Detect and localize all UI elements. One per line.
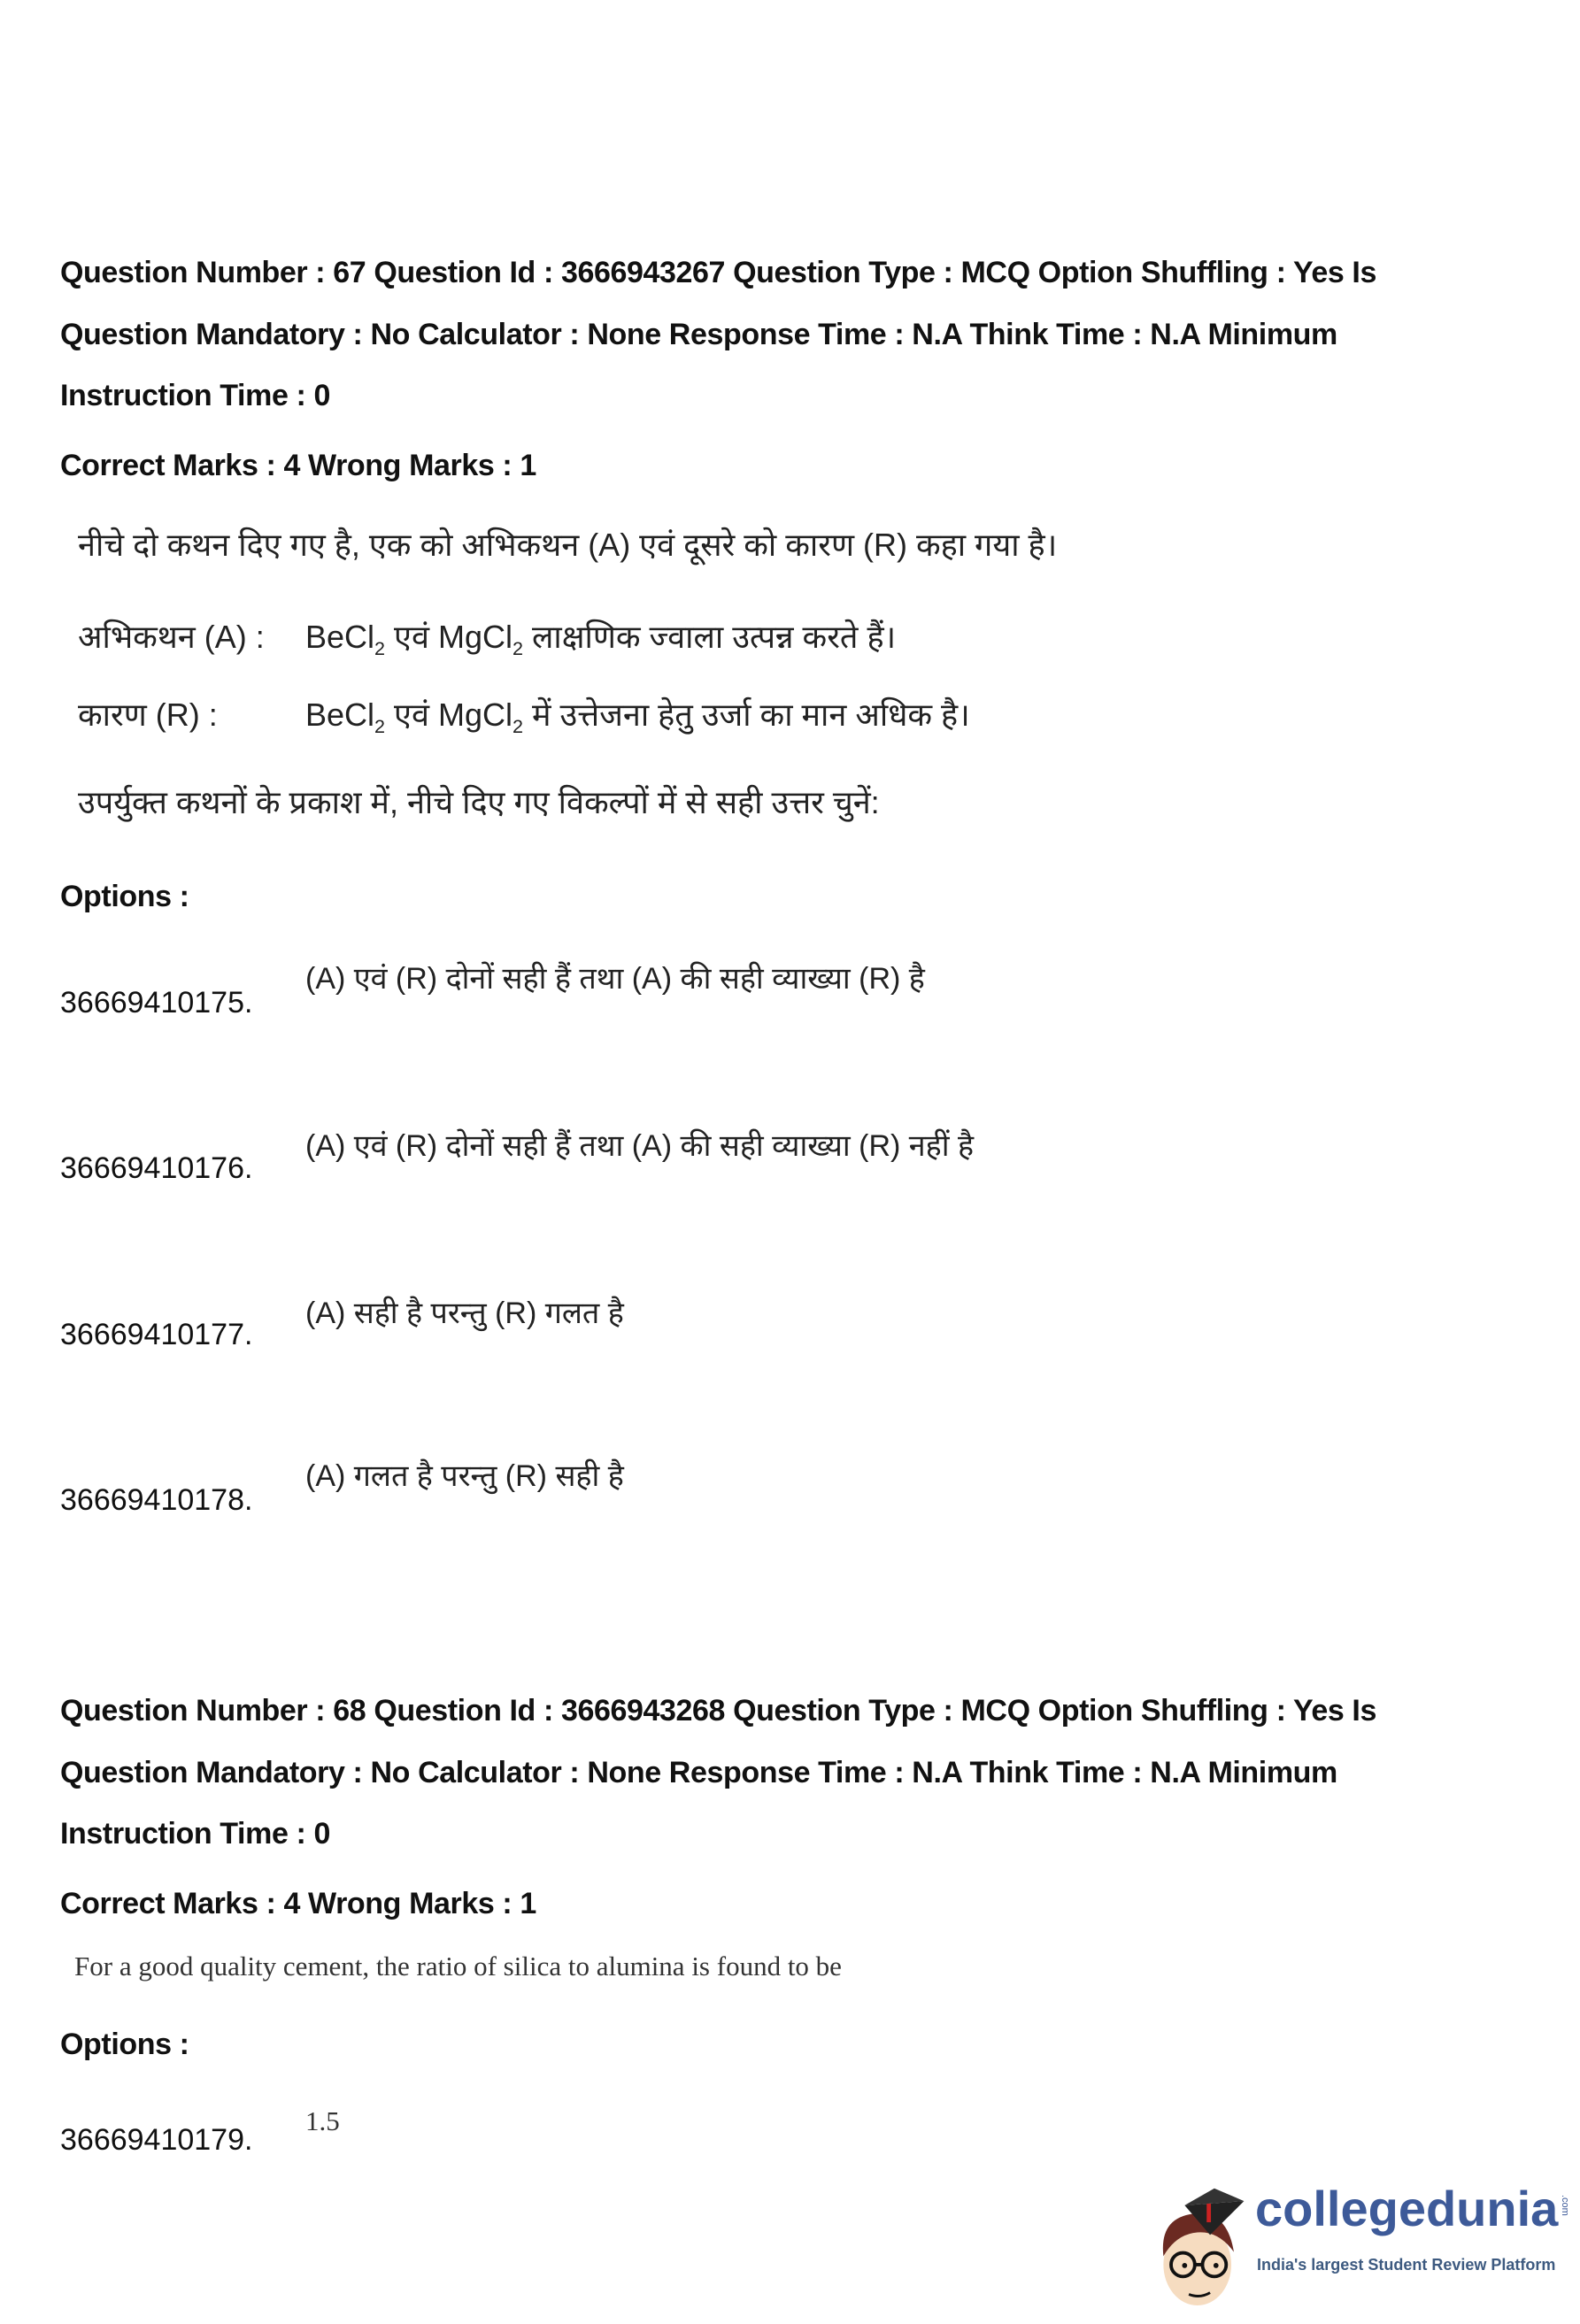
logo-tagline: India's largest Student Review Platform: [1257, 2256, 1556, 2274]
q67-header-line1: Question Number : 67 Question Id : 3666943267 Question Type : MCQ Option Shuffling : Yes Is: [60, 256, 1376, 289]
option-text: (A) सही है परन्तु (R) गलत है: [305, 1297, 624, 1330]
q68-stem: For a good quality cement, the ratio of silica to alumina is found to be: [74, 1951, 842, 1982]
collegedunia-logo: [1151, 2168, 1580, 2319]
option-text: 1.5: [305, 2105, 340, 2136]
option-id: 36669410178.: [60, 1483, 253, 1517]
option-text: (A) एवं (R) दोनों सही हैं तथा (A) की सही व्याख्या (R) है: [305, 962, 925, 996]
q67-stem-intro: नीचे दो कथन दिए गए है, एक को अभिकथन (A) एवं दूसरे को कारण (R) कहा गया है।: [78, 527, 1058, 563]
q67-options-label: Options :: [60, 880, 189, 913]
option-text: (A) एवं (R) दोनों सही हैं तथा (A) की सही व्याख्या (R) नहीं है: [305, 1129, 975, 1163]
q67-reason-text: BeCl$_2$ एवं MgCl$_2$ में उत्तेजना हेतु उर्जा का मान अधिक है।: [305, 696, 970, 738]
option-id: 36669410179.: [60, 2123, 253, 2157]
q67-assertion-text: BeCl$_2$ एवं MgCl$_2$ लाक्षणिक ज्वाला उत्पन्न करते हैं।: [305, 619, 897, 660]
q67-header-line2: Question Mandatory : No Calculator : None Response Time : N.A Think Time : N.A Minimum: [60, 318, 1337, 351]
q68-marks: Correct Marks : 4 Wrong Marks : 1: [60, 1887, 536, 1920]
q67-assertion-label: अभिकथन (A) :: [78, 619, 265, 655]
option-id: 36669410175.: [60, 986, 253, 1020]
option-text: (A) गलत है परन्तु (R) सही है: [305, 1459, 624, 1493]
mascot-icon: [1151, 2168, 1252, 2319]
q67-marks: Correct Marks : 4 Wrong Marks : 1: [60, 449, 536, 482]
q67-stem-instruction: उपर्युक्त कथनों के प्रकाश में, नीचे दिए गए विकल्पों में से सही उत्तर चुनें:: [78, 784, 880, 820]
logo-wordmark: collegedunia: [1255, 2181, 1559, 2236]
q67-header-line3: Instruction Time : 0: [60, 379, 330, 412]
logo-com: .com: [1560, 2195, 1570, 2216]
q68-header-line1: Question Number : 68 Question Id : 3666943268 Question Type : MCQ Option Shuffling : Yes Is: [60, 1694, 1376, 1728]
option-id: 36669410177.: [60, 1318, 253, 1351]
q68-options-label: Options :: [60, 2028, 189, 2061]
q68-header-line2: Question Mandatory : No Calculator : None Response Time : N.A Think Time : N.A Minimum: [60, 1756, 1337, 1789]
q67-reason-label: कारण (R) :: [78, 696, 218, 733]
option-id: 36669410176.: [60, 1151, 253, 1185]
q68-header-line3: Instruction Time : 0: [60, 1817, 330, 1851]
